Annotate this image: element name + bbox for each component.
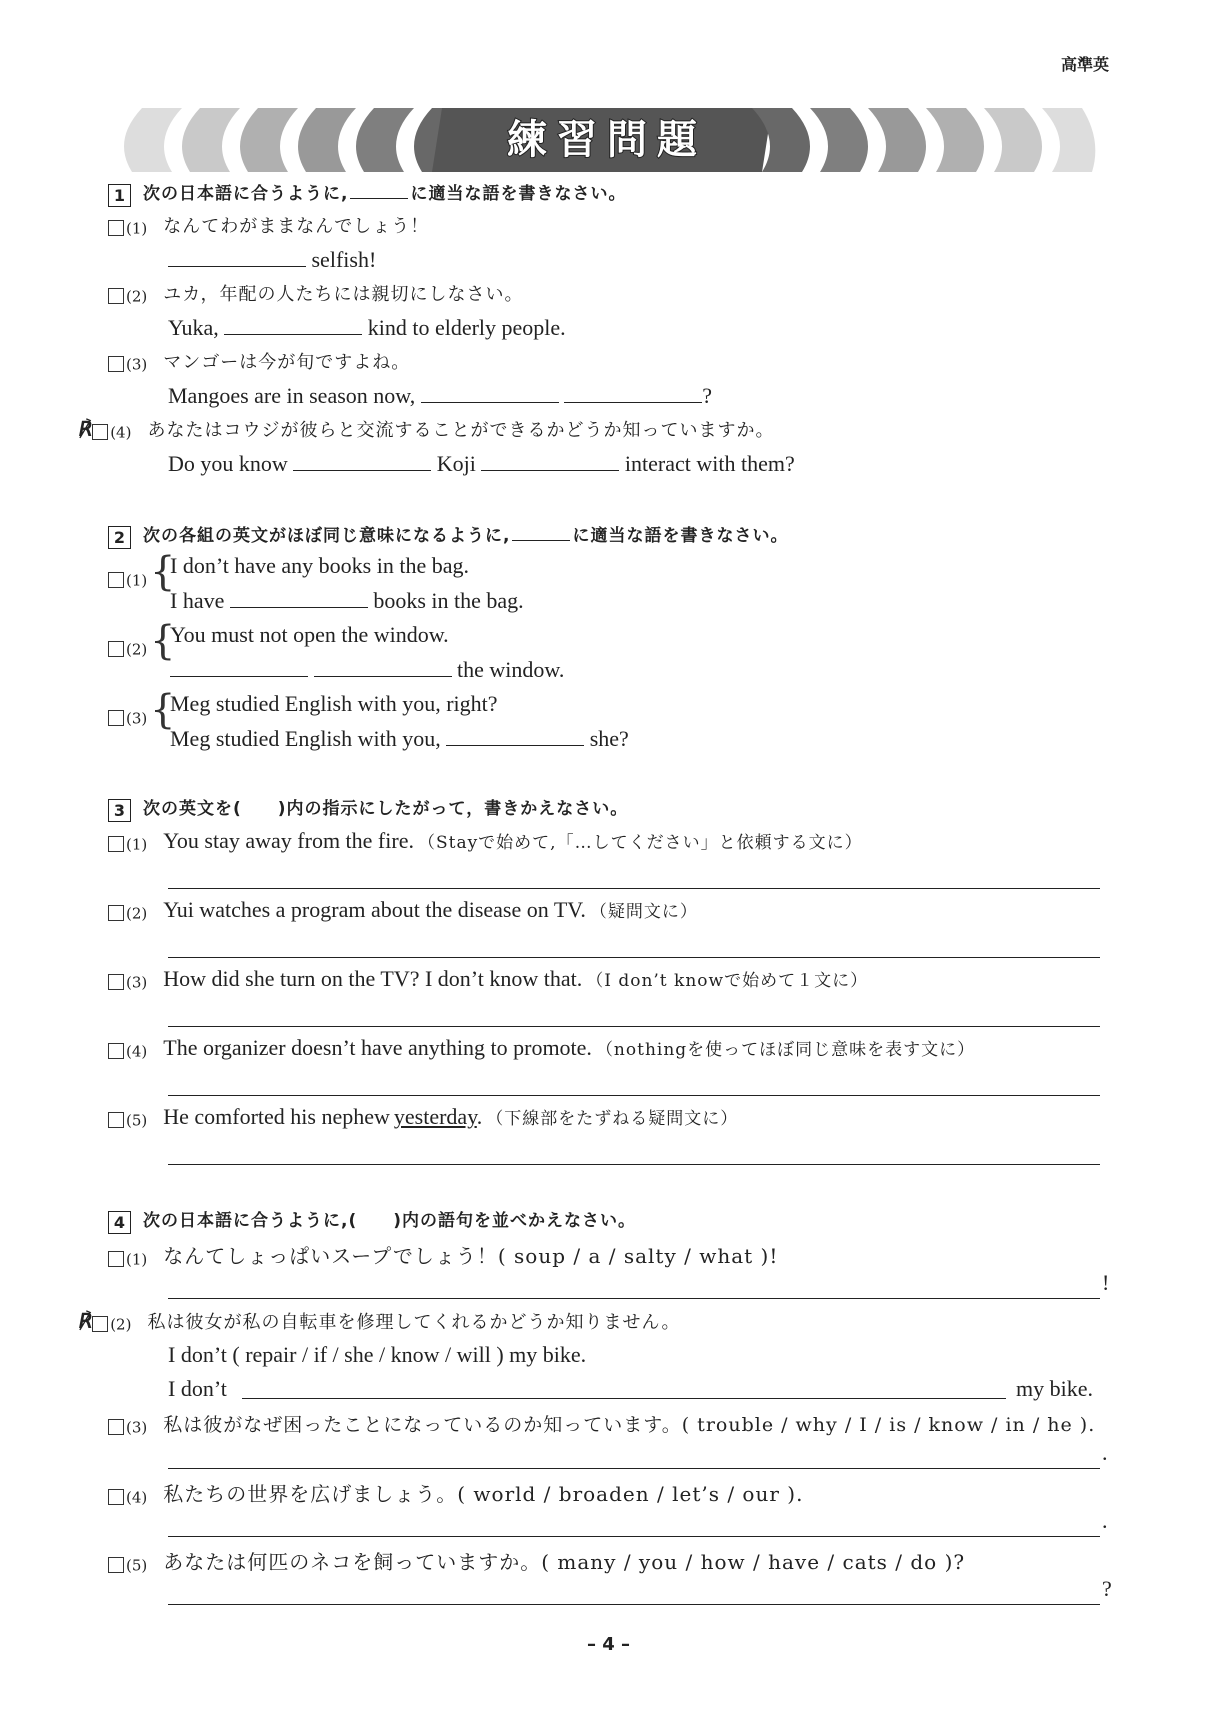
s1-q2-jp: (2) ユカ，年配の人たちには親切にしなさい。 <box>108 280 524 306</box>
s3-q3: (3) How did she turn on the TV? I don’t know that. （I don’t knowで始めて１文に） <box>108 966 868 992</box>
answer-line[interactable] <box>168 957 1100 958</box>
section4-heading: 4 次の日本語に合うように,( )内の語句を並べかえなさい。 <box>108 1206 636 1234</box>
section-number: 1 <box>108 184 131 207</box>
answer-line[interactable] <box>168 1604 1100 1605</box>
s2-q2-num: (2) <box>108 640 147 658</box>
s4-q1: (1) なんてしょっぱいスープでしょう！( soup / a / salty / what )! <box>108 1240 778 1269</box>
s2-q1-line1: I don’t have any books in the bag. <box>170 553 469 578</box>
page-title-wrap <box>112 108 1102 172</box>
checkbox[interactable] <box>108 572 124 588</box>
s2-q1-line2: I have books in the bag. <box>170 588 524 613</box>
s1-q3-en: Mangoes are in season now, ? <box>168 383 712 408</box>
answer-line[interactable] <box>168 1468 1100 1469</box>
answer-line[interactable] <box>242 1398 1006 1399</box>
s3-q1: (1) You stay away from the fire. （Stayで始めて,「…してください」と依頼する文に） <box>108 828 863 854</box>
checkbox[interactable] <box>108 974 124 990</box>
s2-q1-num: (1) <box>108 571 147 589</box>
challenge-runner-icon: ℟ <box>78 1309 93 1333</box>
s1-q4-en: Do you know Koji interact with them? <box>168 451 795 476</box>
section2-heading: 2 次の各組の英文がほぼ同じ意味になるように, に適当な語を書きなさい。 <box>108 520 788 549</box>
checkbox[interactable] <box>92 424 108 440</box>
checkbox[interactable] <box>108 220 124 236</box>
section-number: 3 <box>108 799 131 822</box>
checkbox[interactable] <box>108 1489 124 1505</box>
checkbox[interactable] <box>108 905 124 921</box>
s2-q2-line1: You must not open the window. <box>170 622 449 647</box>
instruction-blank <box>350 178 408 199</box>
challenge-runner-icon: ℟ <box>78 417 93 441</box>
answer-blank[interactable] <box>421 382 559 403</box>
brace: { <box>150 549 176 595</box>
instruction-blank <box>512 520 570 541</box>
sentence-end: . <box>1102 1508 1108 1533</box>
section1-heading: 1 次の日本語に合うように, に適当な語を書きなさい。 <box>108 178 626 207</box>
checkbox[interactable] <box>108 1419 124 1435</box>
sentence-end: ? <box>1102 1576 1112 1601</box>
checkbox[interactable] <box>108 836 124 852</box>
s3-q2: (2) Yui watches a program about the disease on TV. （疑問文に） <box>108 897 698 923</box>
section-number: 2 <box>108 526 131 549</box>
checkbox[interactable] <box>108 710 124 726</box>
section3-heading: 3 次の英文を( )内の指示にしたがって，書きかえなさい。 <box>108 794 628 822</box>
s3-q4: (4) The organizer doesn’t have anything to promote. （nothingを使ってほぼ同じ意味を表す文に） <box>108 1035 975 1061</box>
answer-blank[interactable] <box>170 656 308 677</box>
s4-q2-jp: ℟ (2) 私は彼女が私の自転車を修理してくれるかどうか知りません。 <box>78 1309 681 1334</box>
sentence-end: ! <box>1102 1270 1110 1295</box>
s1-q1-en: selfish! <box>168 246 376 273</box>
answer-blank[interactable] <box>446 725 584 746</box>
s4-q2-answer-end: my bike. <box>1016 1376 1093 1401</box>
header-code: 高準英 <box>1060 55 1109 74</box>
s4-q2-answer-start: I don’t <box>168 1376 227 1401</box>
section-number: 4 <box>108 1211 131 1234</box>
s4-q5: (5) あなたは何匹のネコを飼っていますか。( many / you / how / have / cats / do )? <box>108 1546 965 1575</box>
s2-q3-line1: Meg studied English with you, right? <box>170 691 498 716</box>
checkbox[interactable] <box>108 1251 124 1267</box>
page-number: – 4 – <box>586 1634 631 1655</box>
checkbox[interactable] <box>108 356 124 372</box>
brace: { <box>150 618 176 664</box>
s2-q3-num: (3) <box>108 709 147 727</box>
s1-q2-en: Yuka, kind to elderly people. <box>168 315 566 340</box>
answer-line[interactable] <box>168 1536 1100 1537</box>
s4-q3: (3) 私は彼がなぜ困ったことになっているのか知っています。( trouble / why / I / is / know / in / he ). <box>108 1410 1095 1437</box>
answer-line[interactable] <box>168 888 1100 889</box>
s3-q5: (5) He comforted his nephew yesterday. （下線部をたずねる疑問文に） <box>108 1104 738 1130</box>
answer-line[interactable] <box>168 1026 1100 1027</box>
s2-q3-line2: Meg studied English with you, she? <box>170 726 629 751</box>
answer-line[interactable] <box>168 1095 1100 1096</box>
answer-blank[interactable] <box>168 246 306 267</box>
answer-blank[interactable] <box>314 656 452 677</box>
answer-line[interactable] <box>168 1164 1100 1165</box>
s4-q4: (4) 私たちの世界を広げましょう。( world / broaden / let’s / our ). <box>108 1478 803 1507</box>
s1-q1-jp: (1) なんてわがままなんでしょう！ <box>108 212 429 238</box>
checkbox[interactable] <box>92 1316 108 1332</box>
checkbox[interactable] <box>108 288 124 304</box>
answer-blank[interactable] <box>230 587 368 608</box>
answer-blank[interactable] <box>564 382 702 403</box>
answer-blank[interactable] <box>293 450 431 471</box>
answer-line[interactable] <box>168 1298 1100 1299</box>
s4-q2-words: I don’t ( repair / if / she / know / will ) my bike. <box>168 1342 587 1367</box>
checkbox[interactable] <box>108 1043 124 1059</box>
checkbox[interactable] <box>108 1557 124 1573</box>
page-title: 練習問題 <box>507 117 707 163</box>
answer-blank[interactable] <box>224 314 362 335</box>
s2-q2-line2: the window. <box>170 656 564 683</box>
s1-q4-jp: ℟ (4) あなたはコウジが彼らと交流することができるかどうか知っていますか。 <box>78 417 775 442</box>
checkbox[interactable] <box>108 1112 124 1128</box>
checkbox[interactable] <box>108 641 124 657</box>
s1-q3-jp: (3) マンゴーは今が旬ですよね。 <box>108 348 410 374</box>
sentence-end: . <box>1102 1440 1108 1465</box>
answer-blank[interactable] <box>481 450 619 471</box>
brace: { <box>150 687 176 733</box>
